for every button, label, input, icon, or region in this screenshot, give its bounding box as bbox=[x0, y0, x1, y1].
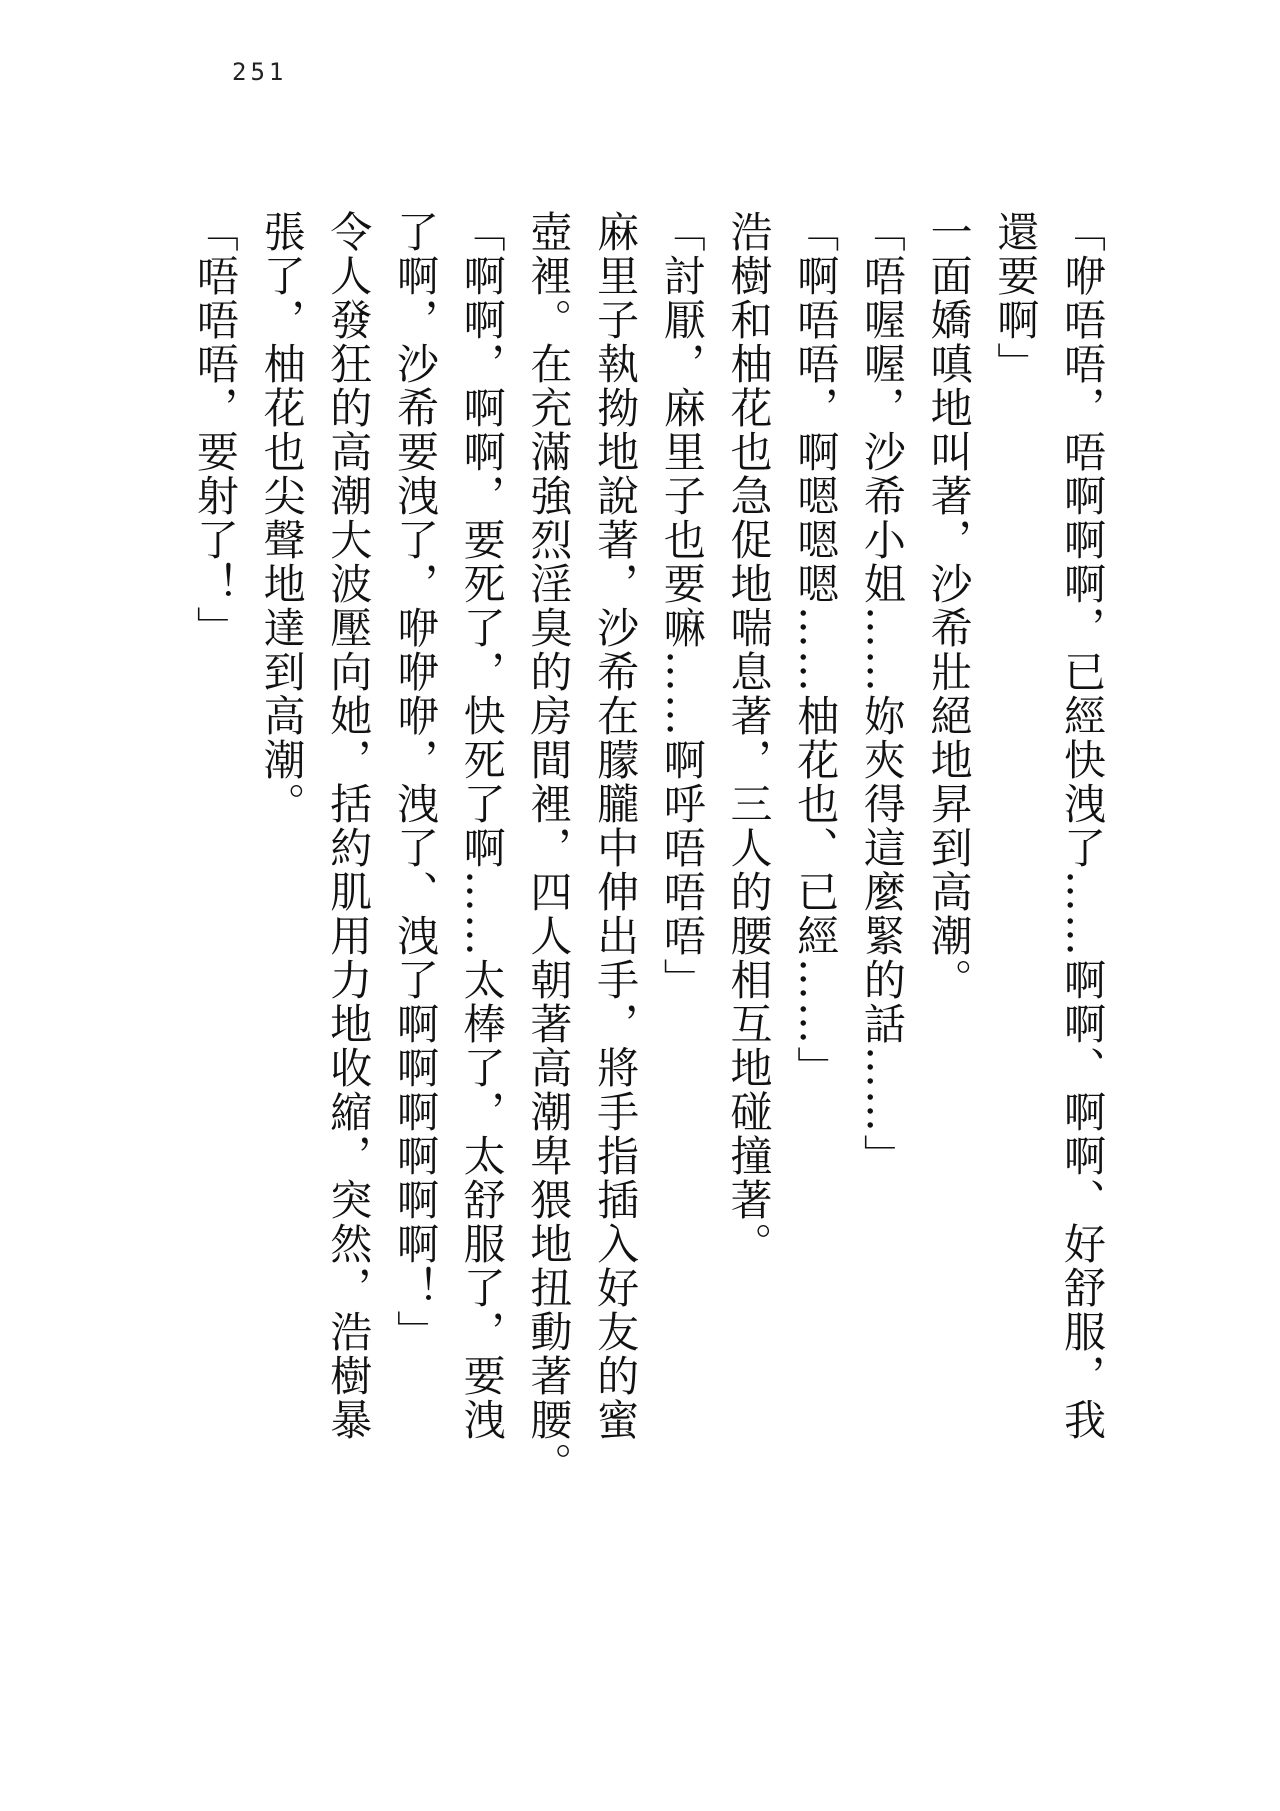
text-column: 「唔唔唔，要射了！」 bbox=[190, 210, 240, 650]
vertical-text-body bbox=[181, 210, 1115, 1630]
text-column: 「啊啊，啊啊，要死了，快死了啊……太棒了，太舒服了，要洩 bbox=[457, 210, 507, 1442]
text-column: 「啊唔唔，啊嗯嗯嗯……柚花也、已經……」 bbox=[791, 210, 841, 1090]
text-column: 麻里子執拗地說著，沙希在朦朧中伸出手，將手指插入好友的蜜 bbox=[591, 210, 641, 1442]
text-column: 令人發狂的高潮大波壓向她，括約肌用力地收縮，突然，浩樹暴 bbox=[324, 210, 374, 1442]
page-number: 251 bbox=[232, 58, 288, 86]
text-column: 壺裡。在充滿強烈淫臭的房間裡，四人朝著高潮卑猥地扭動著腰。 bbox=[524, 210, 574, 1486]
text-column: 張了，柚花也尖聲地達到高潮。 bbox=[257, 210, 307, 826]
text-column: 「唔喔喔，沙希小姐……妳夾得這麼緊的話……」 bbox=[857, 210, 907, 1178]
text-column: 「咿唔唔，唔啊啊啊，已經快洩了……啊啊、啊啊、好舒服，我 bbox=[1058, 210, 1107, 1442]
text-column: 一面嬌嗔地叫著，沙希壯絕地昇到高潮。 bbox=[924, 210, 974, 1002]
text-column: 浩樹和柚花也急促地喘息著，三人的腰相互地碰撞著。 bbox=[724, 210, 774, 1266]
text-column: 了啊，沙希要洩了，咿咿咿，洩了、洩了啊啊啊啊啊啊！」 bbox=[390, 210, 440, 1354]
text-column: 還要啊」 bbox=[991, 210, 1041, 386]
text-column: 「討厭，麻里子也要嘛……啊呼唔唔唔」 bbox=[657, 210, 707, 1002]
